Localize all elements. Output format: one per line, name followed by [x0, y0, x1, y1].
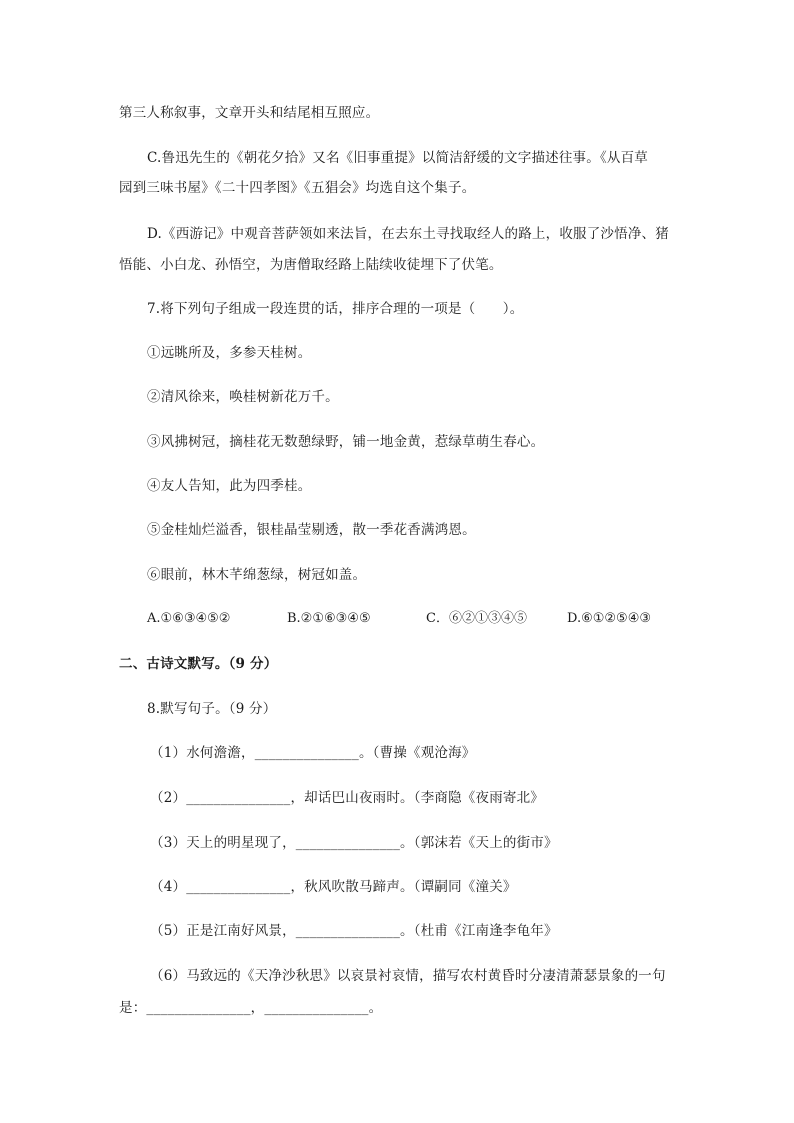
paragraph-option-c-line1: C.鲁迅先生的《朝花夕拾》又名《旧事重提》以简洁舒缓的文字描述往事。《从百草 — [147, 150, 648, 166]
option-b: B.②①⑥③④⑤ — [287, 611, 371, 626]
question-8: 8.默写句子。（9 分） — [147, 701, 277, 717]
paragraph-option-d-line1: D.《西游记》中观音菩萨领如来法旨，在去东土寻找取经人的路上，收服了沙悟净、猪 — [147, 226, 669, 242]
fill-blank-3: （3）天上的明星现了，_______________。（郭沫若《天上的街市》 — [150, 835, 558, 851]
paragraph-option-b-tail: 第三人称叙事，文章开头和结尾相互照应。 — [119, 105, 380, 121]
question-7: 7.将下列句子组成一段连贯的话，排序合理的一项是（ ）。 — [147, 301, 524, 317]
fill-blank-2: （2）_______________，却话巴山夜雨时。（李商隐《夜雨寄北》 — [150, 790, 544, 806]
fill-blank-1: （1）水何澹澹，_______________。（曹操《观沧海》 — [150, 745, 476, 761]
sentence-3: ③风拂树冠，摘桂花无数憩绿野，铺一地金黄，惹绿草萌生春心。 — [147, 434, 545, 450]
fill-blank-5: （5）正是江南好风景，_______________。（杜甫《江南逢李龟年》 — [150, 923, 558, 939]
option-c: C．⑥②①③④⑤ — [426, 611, 527, 626]
answer-options — [147, 609, 687, 629]
paragraph-option-d-line2: 悟能、小白龙、孙悟空，为唐僧取经路上陆续收徒埋下了伏笔。 — [119, 257, 503, 273]
fill-blank-6-line1: （6）马致远的《天净沙秋思》以哀景衬哀情，描写农村黄昏时分凄清萧瑟景象的一句 — [150, 968, 666, 984]
sentence-2: ②清风徐来，唤桂树新花万千。 — [147, 389, 339, 405]
option-d: D.⑥①②⑤④③ — [567, 611, 652, 626]
section-2-heading: 二、古诗文默写。（9 分） — [119, 656, 278, 672]
fill-blank-4: （4）_______________，秋风吹散马蹄声。（谭嗣同《潼关》 — [150, 879, 517, 895]
option-a: A.①⑥③④⑤② — [147, 611, 231, 626]
paragraph-option-c-line2: 园到三味书屋》《二十四孝图》《五猖会》均选自这个集子。 — [119, 180, 476, 196]
sentence-5: ⑤金桂灿烂溢香，银桂晶莹剔透，散一季花香满鸿恩。 — [147, 522, 476, 538]
sentence-1: ①远眺所及，多参天桂树。 — [147, 345, 312, 361]
sentence-6: ⑥眼前，林木芊绵葱绿，树冠如盖。 — [147, 567, 367, 583]
sentence-4: ④友人告知，此为四季桂。 — [147, 478, 312, 494]
fill-blank-6-line2: 是：_______________，_______________。 — [119, 1000, 383, 1016]
